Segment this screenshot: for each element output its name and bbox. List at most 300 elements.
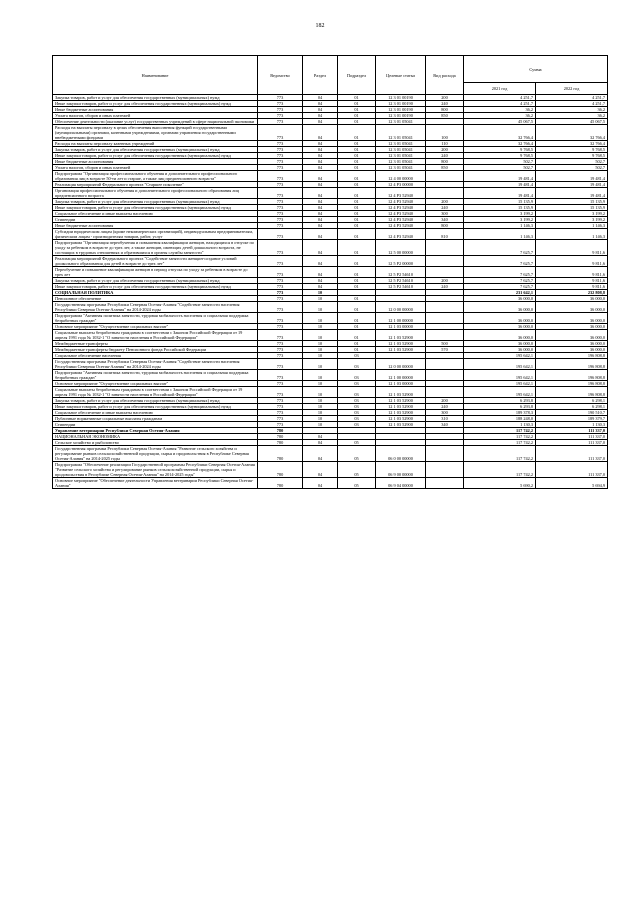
row-sum-2021: 195 642,1 [464,370,536,381]
row-sum-2022: 4 251,7 [536,101,608,107]
row-sum-2021: 1 146,3 [464,229,536,240]
row-expense-type: 240 [426,205,464,211]
row-sum-2022: 502,7 [536,159,608,165]
row-sum-2021: 6 293,8 [464,398,536,404]
row-target-article: 12 0 00 00000 [376,302,426,313]
row-vedomstvo: 773 [258,171,303,182]
row-vedomstvo: 773 [258,153,303,159]
table-row [53,370,608,381]
row-sum-2022: 189 379,7 [536,416,608,422]
row-sum-2022: 36 000,0 [536,296,608,302]
row-expense-type [426,462,464,478]
row-podrazdel: 01 [338,101,376,107]
row-sum-2021: 19 481,4 [464,171,536,182]
header-target-article: Целевые статьи [376,56,426,95]
row-sum-2021: 3 199,2 [464,211,536,217]
row-name: Стипендии [53,217,258,223]
row-target-article: 12 3 01 05041 [376,147,426,153]
row-podrazdel: 01 [338,284,376,290]
row-sum-2021: 5 690,2 [464,478,536,489]
row-name: Социальное обеспечение и иные выплаты населению [53,211,258,217]
row-sum-2021: 117 742,2 [464,440,536,446]
row-vedomstvo: 773 [258,296,303,302]
row-vedomstvo: 773 [258,211,303,217]
row-sum-2021: 7 625,7 [464,284,536,290]
row-podrazdel: 03 [338,404,376,410]
row-razdel: 10 [303,404,338,410]
row-sum-2022: 36,2 [536,113,608,119]
row-sum-2022: 111 337,0 [536,446,608,462]
row-podrazdel: 03 [338,410,376,416]
row-target-article: 12 1 03 52900 [376,416,426,422]
table-row [53,330,608,341]
row-sum-2022: 190 510,7 [536,410,608,416]
row-sum-2022: 9 811,6 [536,256,608,267]
page-number: 182 [315,23,325,29]
row-sum-2021: 195 642,1 [464,381,536,387]
row-razdel: 04 [303,256,338,267]
row-sum-2022: 15 135,9 [536,205,608,211]
row-sum-2022: 4 251,7 [536,95,608,101]
row-expense-type: 200 [426,398,464,404]
row-expense-type: 310 [426,416,464,422]
row-podrazdel: 01 [338,119,376,125]
row-expense-type [426,171,464,182]
row-name: Сельское хозяйство и рыболовство [53,440,258,446]
row-razdel: 04 [303,223,338,229]
row-podrazdel: 01 [338,147,376,153]
row-vedomstvo: 773 [258,381,303,387]
row-expense-type [426,267,464,278]
budget-table [52,55,608,489]
row-vedomstvo: 773 [258,188,303,199]
row-name: Основное мероприятие "Осуществление социальных выплат" [53,381,258,387]
row-target-article: 12 3 01 05041 [376,141,426,147]
row-expense-type [426,446,464,462]
row-target-article: 12 5 P2 54610 [376,267,426,278]
row-podrazdel: 03 [338,416,376,422]
row-sum-2021: 1 146,3 [464,223,536,229]
row-razdel: 04 [303,171,338,182]
row-sum-2021: 32 766,4 [464,141,536,147]
row-razdel: 04 [303,107,338,113]
row-vedomstvo: 773 [258,240,303,256]
row-expense-type: 240 [426,404,464,410]
row-vedomstvo: 773 [258,107,303,113]
row-vedomstvo: 773 [258,199,303,205]
row-sum-2022: 36,2 [536,107,608,113]
row-podrazdel: 01 [338,324,376,330]
row-podrazdel: 01 [338,205,376,211]
row-target-article: 12 0 00 00000 [376,359,426,370]
row-sum-2021: 6 293,8 [464,404,536,410]
row-target-article: 06 9 00 00000 [376,462,426,478]
row-vedomstvo: 773 [258,341,303,347]
row-sum-2022: 1 146,3 [536,223,608,229]
row-podrazdel: 01 [338,113,376,119]
row-razdel: 10 [303,313,338,324]
row-sum-2021: 117 742,2 [464,462,536,478]
row-sum-2022: 32 766,4 [536,141,608,147]
header-year-2022: 2022 год [536,83,608,95]
row-name: Социальные выплаты безработным гражданам в соответствии с Законом Российской Федерации от 19 апреля 1991 года № 1032-1 "О занятости населения в Российской Федерации" [53,387,258,398]
row-podrazdel: 01 [338,171,376,182]
row-name: Межбюджетные трансферты [53,341,258,347]
row-name: Расходы на выплаты персоналу казенных учреждений [53,141,258,147]
row-name: Организация профессионального обучения и дополнительного профессионального образования лиц предпенсионного возраста [53,188,258,199]
table-row [53,387,608,398]
table-row [53,256,608,267]
row-podrazdel: 03 [338,381,376,387]
row-sum-2021: 36 000,0 [464,330,536,341]
row-sum-2022: 111 337,0 [536,428,608,434]
row-expense-type: 850 [426,165,464,171]
row-podrazdel: 01 [338,159,376,165]
row-razdel: 04 [303,119,338,125]
row-target-article: 12 1 03 52900 [376,404,426,410]
row-expense-type: 200 [426,278,464,284]
row-sum-2022: 3 199,2 [536,217,608,223]
row-razdel: 04 [303,153,338,159]
row-vedomstvo: 773 [258,101,303,107]
row-expense-type: 850 [426,113,464,119]
row-expense-type: 800 [426,159,464,165]
row-target-article: 12 4 P3 52940 [376,217,426,223]
row-target-article: 12 1 03 52900 [376,422,426,428]
row-sum-2022: 9 768,5 [536,153,608,159]
row-vedomstvo: 773 [258,182,303,188]
row-razdel: 04 [303,188,338,199]
row-sum-2022: 111 337,0 [536,440,608,446]
row-podrazdel: 01 [338,223,376,229]
table-row [53,462,608,478]
row-razdel: 04 [303,267,338,278]
row-razdel: 10 [303,370,338,381]
row-razdel: 10 [303,410,338,416]
row-razdel: 04 [303,199,338,205]
row-vedomstvo: 773 [258,125,303,141]
row-name: Управление ветеринарии Республики Северная Осетия-Алания [53,428,258,434]
row-sum-2021: 188 248,0 [464,416,536,422]
row-razdel: 10 [303,290,338,296]
row-sum-2022: 9 768,5 [536,147,608,153]
row-expense-type [426,478,464,489]
row-name: Обеспечение деятельности (оказание услуг) государственных учреждений в сфере национальной экономики [53,119,258,125]
row-vedomstvo: 773 [258,165,303,171]
row-expense-type: 240 [426,284,464,290]
row-expense-type: 810 [426,229,464,240]
row-target-article: 12 5 P2 54610 [376,278,426,284]
row-podrazdel: 05 [338,440,376,446]
row-target-article: 12 1 03 52900 [376,398,426,404]
header-podrazdel: Подраздел [338,56,376,95]
row-expense-type: 570 [426,347,464,353]
row-expense-type [426,313,464,324]
row-vedomstvo: 773 [258,217,303,223]
header-expense-type: Вид расхода [426,56,464,95]
table-row [53,267,608,278]
row-sum-2021: 4 251,7 [464,101,536,107]
row-name: Пенсионное обеспечение [53,296,258,302]
row-sum-2021: 231 642,1 [464,290,536,296]
row-vedomstvo: 773 [258,256,303,267]
row-name: Государственная программа Республики Северная Осетия-Алания "Содействие занятости населения Республики Северная Осетия-Алания" на 2014-2024 годы [53,359,258,370]
row-razdel: 10 [303,347,338,353]
row-podrazdel: 01 [338,182,376,188]
row-expense-type: 800 [426,223,464,229]
row-podrazdel: 01 [338,229,376,240]
row-vedomstvo: 773 [258,141,303,147]
row-vedomstvo: 773 [258,223,303,229]
row-expense-type: 800 [426,107,464,113]
row-target-article: 12 3 01 05041 [376,125,426,141]
row-sum-2021: 15 135,9 [464,205,536,211]
table-row [53,171,608,182]
row-name: Социальное обеспечение населения [53,353,258,359]
row-razdel: 04 [303,159,338,165]
row-target-article: 12 5 P2 00000 [376,256,426,267]
row-sum-2021: 45 067,5 [464,119,536,125]
row-name: Иные закупки товаров, работ и услуг для обеспечения государственных (муниципальных) нужд [53,101,258,107]
row-name: Стипендии [53,422,258,428]
row-target-article: 12 3 01 00190 [376,101,426,107]
row-target-article: 12 4 P3 52940 [376,188,426,199]
row-sum-2022: 19 481,4 [536,188,608,199]
row-sum-2021: 195 642,1 [464,359,536,370]
row-name: Переобучение и повышение квалификации женщин в период отпуска по уходу за ребенком в возрасте до трех лет [53,267,258,278]
row-expense-type: 300 [426,410,464,416]
row-sum-2022: 1 130,3 [536,422,608,428]
row-razdel: 04 [303,95,338,101]
row-target-article: 12 1 03 52900 [376,387,426,398]
table-row [53,313,608,324]
row-name: Публичные нормативные социальные выплаты гражданам [53,416,258,422]
row-name: Социальное обеспечение и иные выплаты населению [53,410,258,416]
row-razdel: 04 [303,141,338,147]
row-sum-2022: 196 808,8 [536,359,608,370]
row-target-article: 12 3 01 05041 [376,153,426,159]
row-target-article: 12 1 00 00000 [376,313,426,324]
row-razdel: 04 [303,211,338,217]
row-vedomstvo: 773 [258,205,303,211]
row-vedomstvo: 773 [258,147,303,153]
row-vedomstvo: 773 [258,119,303,125]
header-sum: Сумма [464,56,608,83]
row-razdel: 10 [303,387,338,398]
row-expense-type: 340 [426,217,464,223]
row-sum-2022: 36 000,0 [536,341,608,347]
row-podrazdel: 01 [338,347,376,353]
row-razdel: 10 [303,416,338,422]
row-target-article: 12 4 P3 52940 [376,229,426,240]
row-podrazdel: 01 [338,153,376,159]
row-podrazdel: 03 [338,359,376,370]
table-row [53,359,608,370]
row-vedomstvo: 773 [258,302,303,313]
table-row [53,229,608,240]
table-row [53,125,608,141]
row-vedomstvo: 780 [258,440,303,446]
row-podrazdel: 03 [338,422,376,428]
row-razdel: 10 [303,341,338,347]
row-name: Уплата налогов, сборов и иных платежей [53,113,258,119]
row-target-article: 06 9 04 00000 [376,478,426,489]
row-podrazdel: 01 [338,165,376,171]
row-podrazdel: 01 [338,125,376,141]
row-expense-type [426,256,464,267]
row-name: Уплата налогов, сборов и иных платежей [53,165,258,171]
row-target-article: 12 3 01 05041 [376,165,426,171]
row-target-article: 12 1 03 00000 [376,324,426,330]
row-sum-2022: 36 000,0 [536,302,608,313]
row-sum-2021: 3 199,2 [464,217,536,223]
row-razdel: 04 [303,125,338,141]
row-podrazdel: 01 [338,199,376,205]
row-sum-2021: 7 625,7 [464,267,536,278]
row-expense-type: 110 [426,141,464,147]
row-sum-2022: 9 811,6 [536,267,608,278]
row-expense-type: 300 [426,211,464,217]
row-vedomstvo: 773 [258,416,303,422]
row-razdel: 04 [303,434,338,440]
row-name: Иные бюджетные ассигнования [53,223,258,229]
row-sum-2021: 7 625,7 [464,256,536,267]
row-expense-type: 100 [426,125,464,141]
row-vedomstvo: 773 [258,347,303,353]
row-vedomstvo: 773 [258,398,303,404]
row-podrazdel: 03 [338,398,376,404]
row-sum-2021: 36 000,0 [464,296,536,302]
row-sum-2022: 19 481,4 [536,182,608,188]
row-sum-2022: 32 766,4 [536,125,608,141]
row-target-article: 12 3 01 00190 [376,95,426,101]
row-expense-type: 340 [426,422,464,428]
table-body [53,95,608,489]
row-sum-2022: 1 146,3 [536,229,608,240]
row-razdel: 04 [303,278,338,284]
row-name: Социальные выплаты безработным гражданам в соответствии с Законом Российской Федерации от 19 апреля 1991 года № 1032-1 "О занятости населения в Российской Федерации" [53,330,258,341]
row-expense-type [426,240,464,256]
row-sum-2021: 36,2 [464,107,536,113]
table-row [53,240,608,256]
row-sum-2021: 9 768,5 [464,147,536,153]
row-vedomstvo: 780 [258,434,303,440]
row-podrazdel: 05 [338,478,376,489]
row-target-article: 12 1 00 00000 [376,370,426,381]
row-podrazdel: 01 [338,302,376,313]
row-sum-2021: 502,7 [464,159,536,165]
row-vedomstvo: 773 [258,387,303,398]
row-podrazdel: 05 [338,446,376,462]
row-target-article: 12 3 01 00190 [376,113,426,119]
row-vedomstvo: 773 [258,404,303,410]
row-target-article: 12 4 P3 52940 [376,205,426,211]
row-sum-2021: 4 251,7 [464,95,536,101]
row-expense-type: 200 [426,95,464,101]
row-sum-2021: 117 742,2 [464,446,536,462]
row-name: Иные бюджетные ассигнования [53,159,258,165]
row-name: Государственная программа Республики Северная Осетия-Алания "Содействие занятости населения Республики Северная Осетия-Алания" на 2014-2024 годы [53,302,258,313]
row-target-article: 12 5 P2 54610 [376,284,426,290]
header-vedomstvo: Ведомство [258,56,303,95]
row-vedomstvo: 773 [258,370,303,381]
row-sum-2022: 9 811,6 [536,240,608,256]
row-razdel: 04 [303,229,338,240]
row-razdel: 04 [303,284,338,290]
row-target-article: 12 1 03 52900 [376,330,426,341]
row-podrazdel: 01 [338,188,376,199]
row-razdel: 04 [303,478,338,489]
row-vedomstvo: 773 [258,324,303,330]
row-sum-2022: 6 298,1 [536,398,608,404]
row-sum-2021: 117 742,2 [464,428,536,434]
row-target-article: 12 3 01 05041 [376,159,426,165]
row-target-article: 12 4 P3 52940 [376,211,426,217]
header-year-2021: 2021 год [464,83,536,95]
row-name: Реализация мероприятий Федерального проекта "Старшее поколение" [53,182,258,188]
row-sum-2021: 36 000,0 [464,313,536,324]
row-sum-2022: 196 808,8 [536,387,608,398]
row-sum-2021: 195 642,1 [464,353,536,359]
row-name: Подпрограмма "Организация переобучения и повышения квалификации женщин, находящихся в отпуске по уходу за ребенком в возрасте до трех лет, а также женщин, имеющих детей дошкольного возраста, не состоящих в трудовых отношениях и обратившихся в органы службы занятости" [53,240,258,256]
row-sum-2021: 36 000,0 [464,347,536,353]
row-target-article: 12 1 03 52900 [376,347,426,353]
row-name: Закупка товаров, работ и услуг для обеспечения государственных (муниципальных) нужд [53,95,258,101]
row-target-article: 12 5 00 00000 [376,240,426,256]
row-name: Закупка товаров, работ и услуг для обеспечения государственных (муниципальных) нужд [53,398,258,404]
row-sum-2022: 9 811,6 [536,284,608,290]
row-razdel: 04 [303,205,338,211]
row-expense-type [426,370,464,381]
row-sum-2022: 502,7 [536,165,608,171]
row-sum-2022: 36 000,0 [536,330,608,341]
row-vedomstvo: 773 [258,95,303,101]
row-sum-2021: 19 481,4 [464,188,536,199]
row-podrazdel: 01 [338,217,376,223]
row-razdel: 10 [303,302,338,313]
row-name: НАЦИОНАЛЬНАЯ ЭКОНОМИКА [53,434,258,440]
row-target-article: 12 3 01 00190 [376,107,426,113]
row-vedomstvo: 773 [258,359,303,370]
row-expense-type [426,188,464,199]
row-name: СОЦИАЛЬНАЯ ПОЛИТИКА [53,290,258,296]
row-razdel: 10 [303,324,338,330]
row-expense-type: 200 [426,147,464,153]
row-razdel: 04 [303,440,338,446]
row-expense-type: 500 [426,341,464,347]
row-razdel: 10 [303,381,338,387]
row-podrazdel: 01 [338,341,376,347]
row-expense-type [426,330,464,341]
row-vedomstvo: 773 [258,284,303,290]
row-sum-2021: 7 625,7 [464,278,536,284]
row-sum-2022: 3 199,2 [536,211,608,217]
row-sum-2022: 36 000,0 [536,324,608,330]
row-name: Подпрограмма "Активная политика занятости, трудовая мобильность населения и социальная поддержка безработных граждан" [53,313,258,324]
row-name: Межбюджетные трансферты бюджету Пенсионного фонда Российской Федерации [53,347,258,353]
row-vedomstvo: 773 [258,353,303,359]
row-sum-2021: 36 000,0 [464,324,536,330]
row-target-article: 12 4 00 00000 [376,171,426,182]
row-sum-2021: 15 135,9 [464,199,536,205]
row-vedomstvo: 780 [258,478,303,489]
row-name: Закупка товаров, работ и услуг для обеспечения государственных (муниципальных) нужд [53,147,258,153]
row-podrazdel: 05 [338,462,376,478]
row-razdel: 04 [303,147,338,153]
row-name: Иные закупки товаров, работ и услуг для обеспечения государственных (муниципальных) нужд [53,404,258,410]
row-sum-2021: 36,2 [464,113,536,119]
row-vedomstvo: 773 [258,290,303,296]
